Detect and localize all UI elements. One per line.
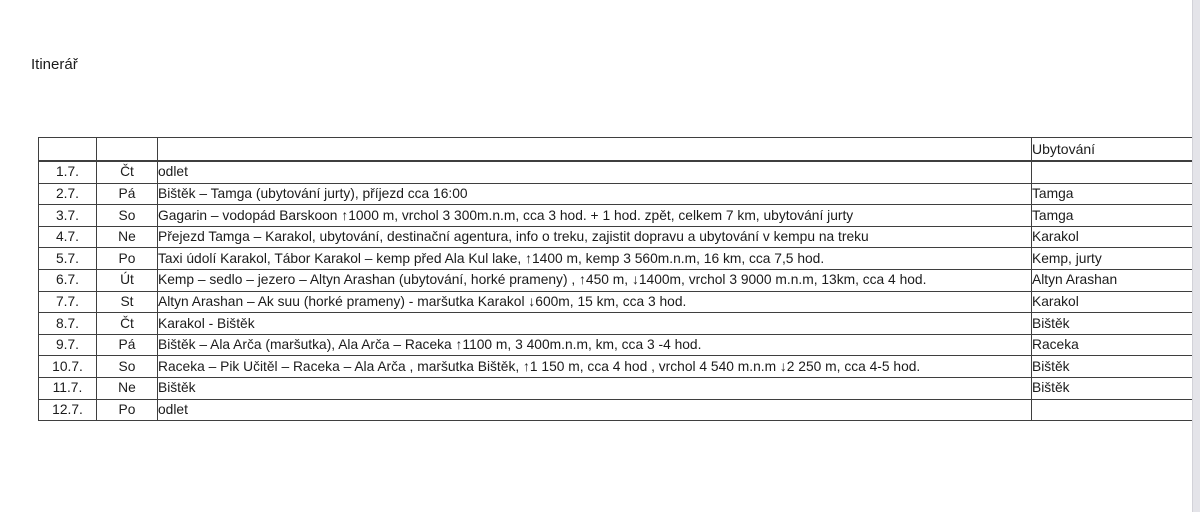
table-row — [39, 291, 1198, 313]
cell-program: Přejezd Tamga – Karakol, ubytování, destinační agentura, info o treku, zajistit dopravu a ubytování v kempu na treku — [158, 226, 1032, 248]
table-row — [39, 248, 1198, 270]
cell-accommodation — [1032, 161, 1198, 183]
cell-date: 7.7. — [39, 291, 97, 313]
cell-accommodation: Kemp, jurty — [1032, 248, 1198, 270]
cell-program: Altyn Arashan – Ak suu (horké prameny) - maršutka Karakol ↓600m, 15 km, cca 3 hod. — [158, 291, 1032, 313]
table-row — [39, 334, 1198, 356]
cell-day: So — [97, 356, 158, 378]
cell-day: Po — [97, 399, 158, 421]
cell-accommodation: Bištěk — [1032, 356, 1198, 378]
cell-program: Taxi údolí Karakol, Tábor Karakol – kemp před Ala Kul lake, ↑1400 m, kemp 3 560m.n.m, 16 km, cca 7,5 hod. — [158, 248, 1032, 270]
cell-day: Čt — [97, 313, 158, 335]
table-body — [39, 161, 1198, 421]
cell-day: Ne — [97, 226, 158, 248]
cell-accommodation: Tamga — [1032, 183, 1198, 205]
cell-day: St — [97, 291, 158, 313]
cell-program: odlet — [158, 161, 1032, 183]
cell-accommodation: Karakol — [1032, 291, 1198, 313]
cell-program: odlet — [158, 399, 1032, 421]
cell-accommodation: Bištěk — [1032, 313, 1198, 335]
cell-date: 1.7. — [39, 161, 97, 183]
cell-day: Pá — [97, 183, 158, 205]
cell-date: 9.7. — [39, 334, 97, 356]
cell-day: Ne — [97, 377, 158, 399]
cell-date: 11.7. — [39, 377, 97, 399]
table-row — [39, 313, 1198, 335]
cell-accommodation: Bištěk — [1032, 377, 1198, 399]
table-row — [39, 161, 1198, 183]
cell-program: Bištěk – Ala Arča (maršutka), Ala Arča – Raceka ↑1100 m, 3 400m.n.m, km, cca 3 -4 hod. — [158, 334, 1032, 356]
cell-day: So — [97, 205, 158, 227]
cell-date: 6.7. — [39, 269, 97, 291]
cell-accommodation: Tamga — [1032, 205, 1198, 227]
page-right-edge — [1192, 0, 1200, 512]
header-program — [158, 138, 1032, 162]
cell-accommodation: Karakol — [1032, 226, 1198, 248]
table-row — [39, 356, 1198, 378]
cell-accommodation — [1032, 399, 1198, 421]
cell-program: Gagarin – vodopád Barskoon ↑1000 m, vrchol 3 300m.n.m, cca 3 hod. + 1 hod. zpět, celkem 7 km, ubytování jurty — [158, 205, 1032, 227]
cell-accommodation: Altyn Arashan — [1032, 269, 1198, 291]
table-row — [39, 399, 1198, 421]
cell-day: Po — [97, 248, 158, 270]
cell-date: 3.7. — [39, 205, 97, 227]
cell-accommodation: Raceka — [1032, 334, 1198, 356]
cell-program: Bištěk — [158, 377, 1032, 399]
cell-program: Raceka – Pik Učitěl – Raceka – Ala Arča , maršutka Bištěk, ↑1 150 m, cca 4 hod , vrchol 4 540 m.n.m ↓2 250 m, cca 4-5 hod. — [158, 356, 1032, 378]
cell-date: 4.7. — [39, 226, 97, 248]
cell-program: Bištěk – Tamga (ubytování jurty), příjezd cca 16:00 — [158, 183, 1032, 205]
table-row — [39, 226, 1198, 248]
header-date — [39, 138, 97, 162]
cell-day: Čt — [97, 161, 158, 183]
itinerary-table — [38, 137, 1198, 421]
cell-program: Kemp – sedlo – jezero – Altyn Arashan (ubytování, horké prameny) , ↑450 m, ↓1400m, vrchol 3 9000 m.n.m, 13km, cca 4 hod. — [158, 269, 1032, 291]
header-day — [97, 138, 158, 162]
cell-day: Út — [97, 269, 158, 291]
header-accommodation: Ubytování — [1032, 138, 1198, 162]
cell-program: Karakol - Bištěk — [158, 313, 1032, 335]
table-header-row — [39, 138, 1198, 162]
cell-date: 2.7. — [39, 183, 97, 205]
page-title: Itinerář — [31, 56, 78, 73]
cell-date: 8.7. — [39, 313, 97, 335]
table-row — [39, 183, 1198, 205]
table-row — [39, 205, 1198, 227]
cell-date: 10.7. — [39, 356, 97, 378]
cell-day: Pá — [97, 334, 158, 356]
table-row — [39, 269, 1198, 291]
cell-date: 12.7. — [39, 399, 97, 421]
table-row — [39, 377, 1198, 399]
cell-date: 5.7. — [39, 248, 97, 270]
